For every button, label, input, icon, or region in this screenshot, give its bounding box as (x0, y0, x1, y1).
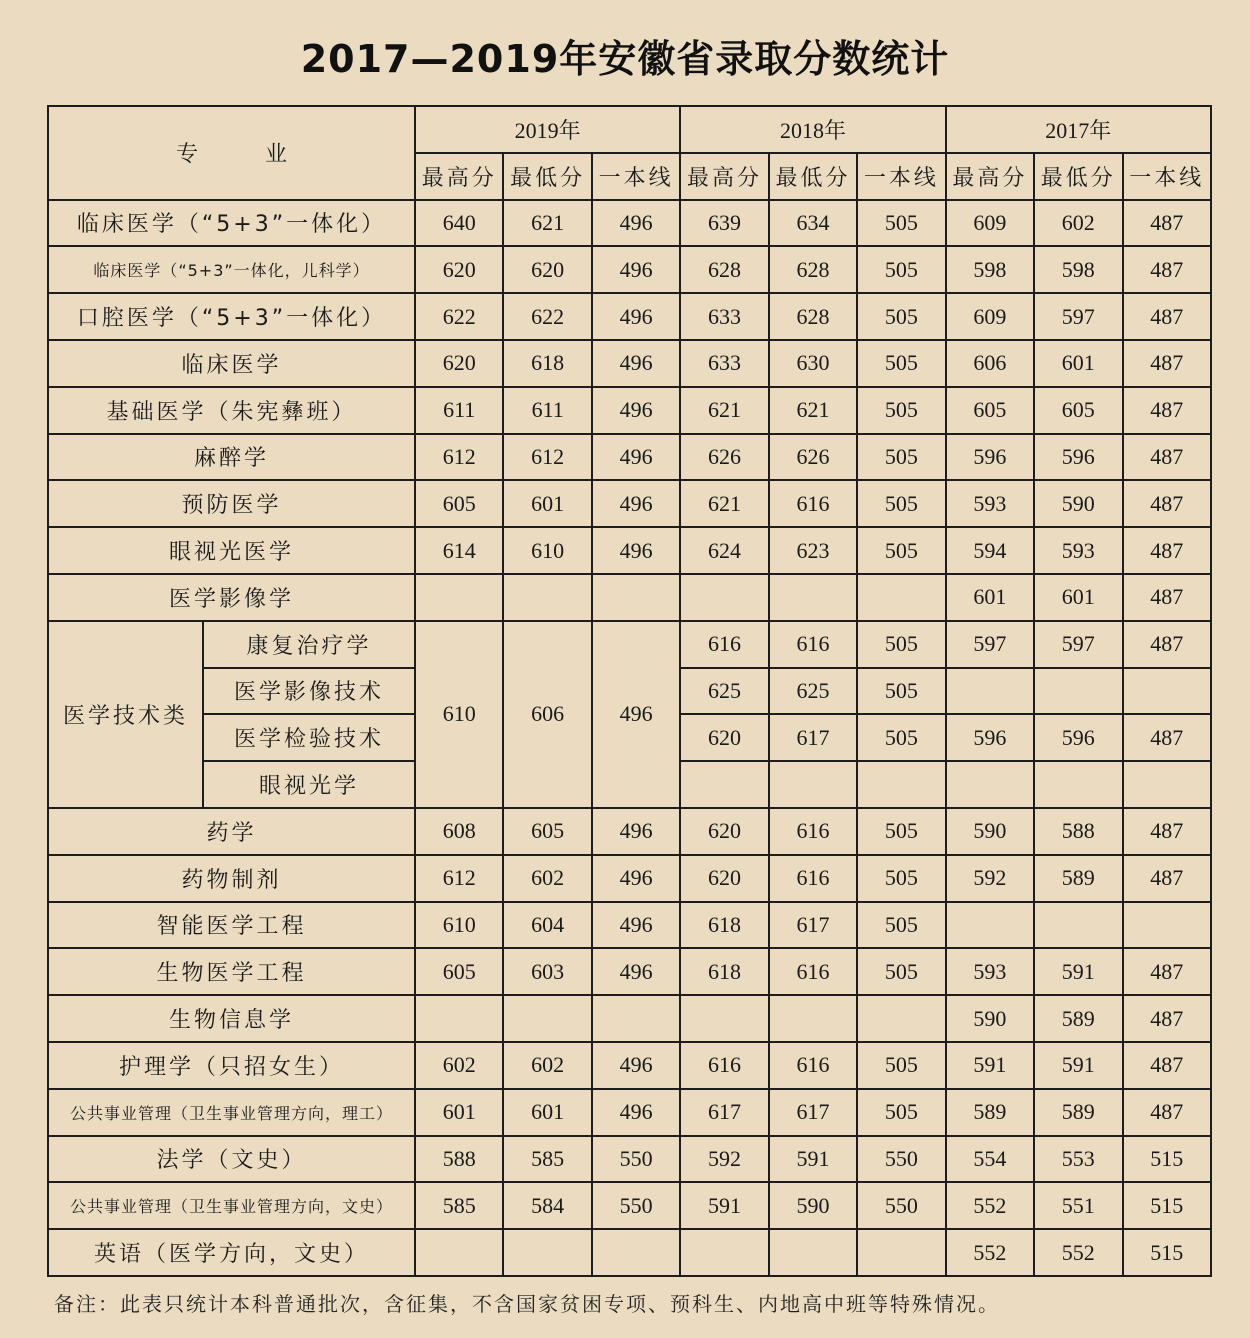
score-cell-y2019: 614 (415, 527, 503, 574)
col-line-2019: 一本线 (592, 153, 680, 200)
score-cell-y2017: 588 (1034, 808, 1122, 855)
score-cell-y2019: 496 (592, 902, 680, 949)
table-row (48, 434, 1211, 481)
score-cell-y2018 (680, 1229, 768, 1276)
col-min-2019: 最低分 (503, 153, 591, 200)
score-cell-y2018: 505 (857, 527, 945, 574)
major-name: 预防医学 (48, 480, 415, 527)
score-cell-y2019: 601 (415, 1089, 503, 1136)
score-cell-y2017: 487 (1123, 527, 1212, 574)
score-cell-y2019: 602 (503, 1042, 591, 1089)
score-cell-y2018: 591 (769, 1136, 857, 1183)
score-cell-y2018: 618 (680, 902, 768, 949)
score-cell-y2018: 616 (769, 480, 857, 527)
score-cell-y2018: 620 (680, 808, 768, 855)
col-max-2019: 最高分 (415, 153, 503, 200)
score-cell-y2017: 515 (1123, 1136, 1212, 1183)
table-row (48, 1089, 1211, 1136)
score-cell-y2018: 624 (680, 527, 768, 574)
table-row (48, 527, 1211, 574)
score-cell-y2017: 515 (1123, 1182, 1212, 1229)
score-cell-y2018: 617 (680, 1089, 768, 1136)
score-cell-y2018: 505 (857, 902, 945, 949)
score-cell-y2019: 496 (592, 1089, 680, 1136)
score-cell-y2018 (857, 1229, 945, 1276)
score-cell-y2019: 612 (415, 434, 503, 481)
score-cell-y2017: 515 (1123, 1229, 1212, 1276)
score-cell-y2018: 505 (857, 808, 945, 855)
score-cell-y2017: 591 (1034, 1042, 1122, 1089)
table-row (48, 574, 1211, 621)
score-cell-y2019: 496 (592, 387, 680, 434)
score-cell-y2018 (769, 1229, 857, 1276)
col-min-2017: 最低分 (1034, 153, 1122, 200)
score-cell-y2019: 496 (592, 200, 680, 247)
score-cell-y2017 (1123, 761, 1212, 808)
major-name: 公共事业管理（卫生事业管理方向，文史） (48, 1182, 415, 1229)
score-cell-y2018: 505 (857, 855, 945, 902)
score-cell-y2019: 496 (592, 340, 680, 387)
score-cell-y2017: 601 (1034, 340, 1122, 387)
score-cell-y2019: 496 (592, 855, 680, 902)
year-header-2018: 2018年 (680, 106, 945, 153)
major-name: 基础医学（朱宪彝班） (48, 387, 415, 434)
header-row-years (48, 106, 1211, 153)
score-cell-y2019: 603 (503, 948, 591, 995)
score-cell-y2019 (503, 1229, 591, 1276)
score-cell-y2019: 604 (503, 902, 591, 949)
score-cell-y2017 (1034, 761, 1122, 808)
score-cell-y2019: 620 (503, 246, 591, 293)
score-cell-y2019: 606 (503, 621, 591, 808)
score-cell-y2019: 602 (415, 1042, 503, 1089)
score-cell-y2019: 496 (592, 1042, 680, 1089)
score-cell-y2017: 605 (946, 387, 1034, 434)
major-column-header: 专 业 (48, 106, 415, 200)
score-cell-y2017: 596 (946, 434, 1034, 481)
score-cell-y2017: 552 (1034, 1229, 1122, 1276)
score-cell-y2017: 596 (1034, 434, 1122, 481)
score-cell-y2017: 590 (946, 995, 1034, 1042)
score-cell-y2019: 550 (592, 1182, 680, 1229)
score-cell-y2018: 628 (680, 246, 768, 293)
score-cell-y2018: 505 (857, 387, 945, 434)
table-row (48, 621, 1211, 668)
score-cell-y2018: 505 (857, 621, 945, 668)
table-body-group (48, 621, 1211, 808)
score-cell-y2018: 617 (769, 714, 857, 761)
major-name: 护理学（只招女生） (48, 1042, 415, 1089)
col-max-2017: 最高分 (946, 153, 1034, 200)
score-cell-y2019: 496 (592, 527, 680, 574)
score-cell-y2019: 605 (415, 480, 503, 527)
score-cell-y2018: 616 (769, 855, 857, 902)
score-cell-y2018: 623 (769, 527, 857, 574)
page-title: 2017—2019年安徽省录取分数统计 (300, 37, 950, 81)
score-cell-y2017 (946, 761, 1034, 808)
score-cell-y2017: 487 (1123, 855, 1212, 902)
score-cell-y2019: 496 (592, 808, 680, 855)
score-cell-y2017: 487 (1123, 340, 1212, 387)
score-cell-y2018: 616 (769, 808, 857, 855)
score-cell-y2018: 505 (857, 714, 945, 761)
major-name: 医学影像学 (48, 574, 415, 621)
score-cell-y2019: 610 (503, 527, 591, 574)
major-name: 眼视光学 (203, 761, 415, 808)
score-cell-y2017: 601 (946, 574, 1034, 621)
score-cell-y2019: 640 (415, 200, 503, 247)
col-line-2018: 一本线 (857, 153, 945, 200)
table-row (48, 902, 1211, 949)
score-cell-y2017 (1123, 668, 1212, 715)
score-cell-y2018: 628 (769, 246, 857, 293)
score-cell-y2018: 616 (680, 621, 768, 668)
col-min-2018: 最低分 (769, 153, 857, 200)
score-cell-y2019: 618 (503, 340, 591, 387)
score-cell-y2018: 505 (857, 293, 945, 340)
major-name: 生物医学工程 (48, 948, 415, 995)
score-cell-y2017: 589 (1034, 995, 1122, 1042)
score-cell-y2018: 505 (857, 434, 945, 481)
table-row (48, 808, 1211, 855)
score-cell-y2017: 609 (946, 200, 1034, 247)
score-cell-y2019: 610 (415, 902, 503, 949)
score-table (47, 105, 1212, 1277)
score-cell-y2018: 550 (857, 1182, 945, 1229)
group-name: 医学技术类 (48, 621, 203, 808)
score-cell-y2018: 634 (769, 200, 857, 247)
score-cell-y2018 (769, 761, 857, 808)
table-body-part2 (48, 808, 1211, 1276)
score-cell-y2017: 591 (946, 1042, 1034, 1089)
table-row (48, 1182, 1211, 1229)
score-cell-y2017: 591 (1034, 948, 1122, 995)
score-cell-y2018: 616 (680, 1042, 768, 1089)
score-cell-y2018 (857, 995, 945, 1042)
score-cell-y2017 (1123, 902, 1212, 949)
score-cell-y2017: 593 (946, 948, 1034, 995)
score-cell-y2018: 505 (857, 480, 945, 527)
major-name: 眼视光医学 (48, 527, 415, 574)
score-cell-y2018: 620 (680, 855, 768, 902)
score-cell-y2019: 496 (592, 293, 680, 340)
table-body-part1 (48, 200, 1211, 621)
score-cell-y2018: 621 (680, 387, 768, 434)
score-cell-y2017: 590 (1034, 480, 1122, 527)
score-cell-y2017: 592 (946, 855, 1034, 902)
score-cell-y2018: 505 (857, 1089, 945, 1136)
score-cell-y2019 (592, 574, 680, 621)
major-name: 法学（文史） (48, 1136, 415, 1183)
major-name: 英语（医学方向，文史） (48, 1229, 415, 1276)
score-cell-y2017: 551 (1034, 1182, 1122, 1229)
score-cell-y2018: 630 (769, 340, 857, 387)
score-cell-y2018 (680, 761, 768, 808)
major-name: 临床医学（“5+3”一体化） (48, 200, 415, 247)
score-cell-y2018: 616 (769, 621, 857, 668)
score-cell-y2017: 601 (1034, 574, 1122, 621)
score-cell-y2019: 620 (415, 246, 503, 293)
score-cell-y2017: 593 (1034, 527, 1122, 574)
score-cell-y2018: 590 (769, 1182, 857, 1229)
major-name: 康复治疗学 (203, 621, 415, 668)
score-cell-y2019: 585 (415, 1182, 503, 1229)
score-cell-y2019: 612 (415, 855, 503, 902)
score-cell-y2018: 505 (857, 948, 945, 995)
score-cell-y2019: 605 (415, 948, 503, 995)
score-cell-y2018: 626 (680, 434, 768, 481)
score-cell-y2017 (1034, 902, 1122, 949)
score-cell-y2017: 487 (1123, 480, 1212, 527)
score-cell-y2018: 621 (680, 480, 768, 527)
major-name: 公共事业管理（卫生事业管理方向，理工） (48, 1089, 415, 1136)
score-cell-y2017: 487 (1123, 387, 1212, 434)
year-header-2019: 2019年 (415, 106, 680, 153)
score-cell-y2018: 592 (680, 1136, 768, 1183)
score-cell-y2018: 550 (857, 1136, 945, 1183)
score-cell-y2018: 620 (680, 714, 768, 761)
major-name: 药学 (48, 808, 415, 855)
score-cell-y2017: 554 (946, 1136, 1034, 1183)
score-cell-y2018: 626 (769, 434, 857, 481)
score-cell-y2018: 616 (769, 948, 857, 995)
score-cell-y2017: 589 (946, 1089, 1034, 1136)
score-cell-y2018: 633 (680, 340, 768, 387)
year-header-2017: 2017年 (946, 106, 1211, 153)
score-cell-y2018: 617 (769, 902, 857, 949)
major-name: 生物信息学 (48, 995, 415, 1042)
major-name: 医学检验技术 (203, 714, 415, 761)
score-cell-y2017: 487 (1123, 574, 1212, 621)
score-cell-y2017: 598 (1034, 246, 1122, 293)
score-cell-y2017: 553 (1034, 1136, 1122, 1183)
score-cell-y2019: 550 (592, 1136, 680, 1183)
score-cell-y2018 (680, 574, 768, 621)
table-row (48, 246, 1211, 293)
score-cell-y2017 (1034, 668, 1122, 715)
table-row (48, 200, 1211, 247)
score-cell-y2019 (503, 574, 591, 621)
score-cell-y2018: 591 (680, 1182, 768, 1229)
score-cell-y2019: 611 (415, 387, 503, 434)
score-cell-y2017: 487 (1123, 200, 1212, 247)
score-cell-y2019: 496 (592, 621, 680, 808)
score-cell-y2019: 610 (415, 621, 503, 808)
score-cell-y2019: 496 (592, 246, 680, 293)
score-cell-y2017: 593 (946, 480, 1034, 527)
score-cell-y2019: 585 (503, 1136, 591, 1183)
table-row (48, 995, 1211, 1042)
score-cell-y2017: 552 (946, 1182, 1034, 1229)
score-cell-y2018: 639 (680, 200, 768, 247)
score-cell-y2019: 605 (503, 808, 591, 855)
score-cell-y2017: 487 (1123, 1042, 1212, 1089)
score-cell-y2017: 487 (1123, 808, 1212, 855)
score-cell-y2017: 487 (1123, 621, 1212, 668)
table-row (48, 1229, 1211, 1276)
score-cell-y2019: 611 (503, 387, 591, 434)
table-row (48, 1042, 1211, 1089)
score-cell-y2018 (857, 761, 945, 808)
score-cell-y2018: 618 (680, 948, 768, 995)
score-cell-y2019: 621 (503, 200, 591, 247)
score-cell-y2017: 596 (1034, 714, 1122, 761)
score-cell-y2018: 505 (857, 668, 945, 715)
score-cell-y2019: 601 (503, 480, 591, 527)
col-max-2018: 最高分 (680, 153, 768, 200)
score-cell-y2017: 487 (1123, 246, 1212, 293)
score-cell-y2019: 588 (415, 1136, 503, 1183)
score-cell-y2018: 633 (680, 293, 768, 340)
score-cell-y2017: 552 (946, 1229, 1034, 1276)
score-cell-y2017 (946, 668, 1034, 715)
major-name: 口腔医学（“5+3”一体化） (48, 293, 415, 340)
score-cell-y2019 (415, 574, 503, 621)
score-cell-y2017: 602 (1034, 200, 1122, 247)
major-name: 智能医学工程 (48, 902, 415, 949)
score-cell-y2019: 496 (592, 948, 680, 995)
table-row (48, 1136, 1211, 1183)
score-cell-y2017: 487 (1123, 434, 1212, 481)
score-cell-y2018 (769, 574, 857, 621)
score-cell-y2018 (769, 995, 857, 1042)
col-line-2017: 一本线 (1123, 153, 1212, 200)
score-cell-y2017: 589 (1034, 855, 1122, 902)
score-cell-y2018: 505 (857, 246, 945, 293)
table-row (48, 340, 1211, 387)
score-cell-y2018: 617 (769, 1089, 857, 1136)
table-row (48, 293, 1211, 340)
score-cell-y2017: 597 (1034, 621, 1122, 668)
score-cell-y2017: 589 (1034, 1089, 1122, 1136)
score-cell-y2019: 602 (503, 855, 591, 902)
table-row (48, 855, 1211, 902)
score-cell-y2019: 584 (503, 1182, 591, 1229)
score-cell-y2018: 621 (769, 387, 857, 434)
major-name: 药物制剂 (48, 855, 415, 902)
score-cell-y2017: 605 (1034, 387, 1122, 434)
score-cell-y2019: 622 (503, 293, 591, 340)
score-cell-y2018 (680, 995, 768, 1042)
score-cell-y2019: 496 (592, 434, 680, 481)
score-cell-y2019: 620 (415, 340, 503, 387)
score-cell-y2017: 594 (946, 527, 1034, 574)
score-cell-y2017: 596 (946, 714, 1034, 761)
score-cell-y2019 (592, 995, 680, 1042)
score-cell-y2018 (857, 574, 945, 621)
score-cell-y2019: 608 (415, 808, 503, 855)
score-cell-y2019 (592, 1229, 680, 1276)
table-row (48, 480, 1211, 527)
score-cell-y2018: 625 (769, 668, 857, 715)
score-cell-y2017 (946, 902, 1034, 949)
score-cell-y2018: 616 (769, 1042, 857, 1089)
footnote: 备注：此表只统计本科普通批次，含征集，不含国家贫困专项、预科生、内地高中班等特殊情况。 (54, 1292, 1000, 1316)
score-cell-y2017: 487 (1123, 714, 1212, 761)
major-name: 麻醉学 (48, 434, 415, 481)
score-cell-y2017: 487 (1123, 948, 1212, 995)
score-cell-y2019: 496 (592, 480, 680, 527)
score-cell-y2017: 597 (946, 621, 1034, 668)
major-name: 临床医学（“5+3”一体化，儿科学） (48, 246, 415, 293)
major-name: 临床医学 (48, 340, 415, 387)
score-cell-y2019: 622 (415, 293, 503, 340)
score-cell-y2017: 597 (1034, 293, 1122, 340)
score-cell-y2019 (415, 995, 503, 1042)
score-cell-y2018: 625 (680, 668, 768, 715)
score-cell-y2017: 590 (946, 808, 1034, 855)
score-cell-y2017: 487 (1123, 293, 1212, 340)
score-cell-y2017: 487 (1123, 1089, 1212, 1136)
score-cell-y2017: 606 (946, 340, 1034, 387)
major-name: 医学影像技术 (203, 668, 415, 715)
score-cell-y2019 (415, 1229, 503, 1276)
table-row (48, 387, 1211, 434)
score-cell-y2017: 609 (946, 293, 1034, 340)
score-cell-y2019: 612 (503, 434, 591, 481)
score-cell-y2018: 628 (769, 293, 857, 340)
score-cell-y2019 (503, 995, 591, 1042)
score-cell-y2017: 487 (1123, 995, 1212, 1042)
score-cell-y2018: 505 (857, 1042, 945, 1089)
score-cell-y2019: 601 (503, 1089, 591, 1136)
table-row (48, 948, 1211, 995)
score-cell-y2017: 598 (946, 246, 1034, 293)
score-cell-y2018: 505 (857, 200, 945, 247)
score-cell-y2018: 505 (857, 340, 945, 387)
